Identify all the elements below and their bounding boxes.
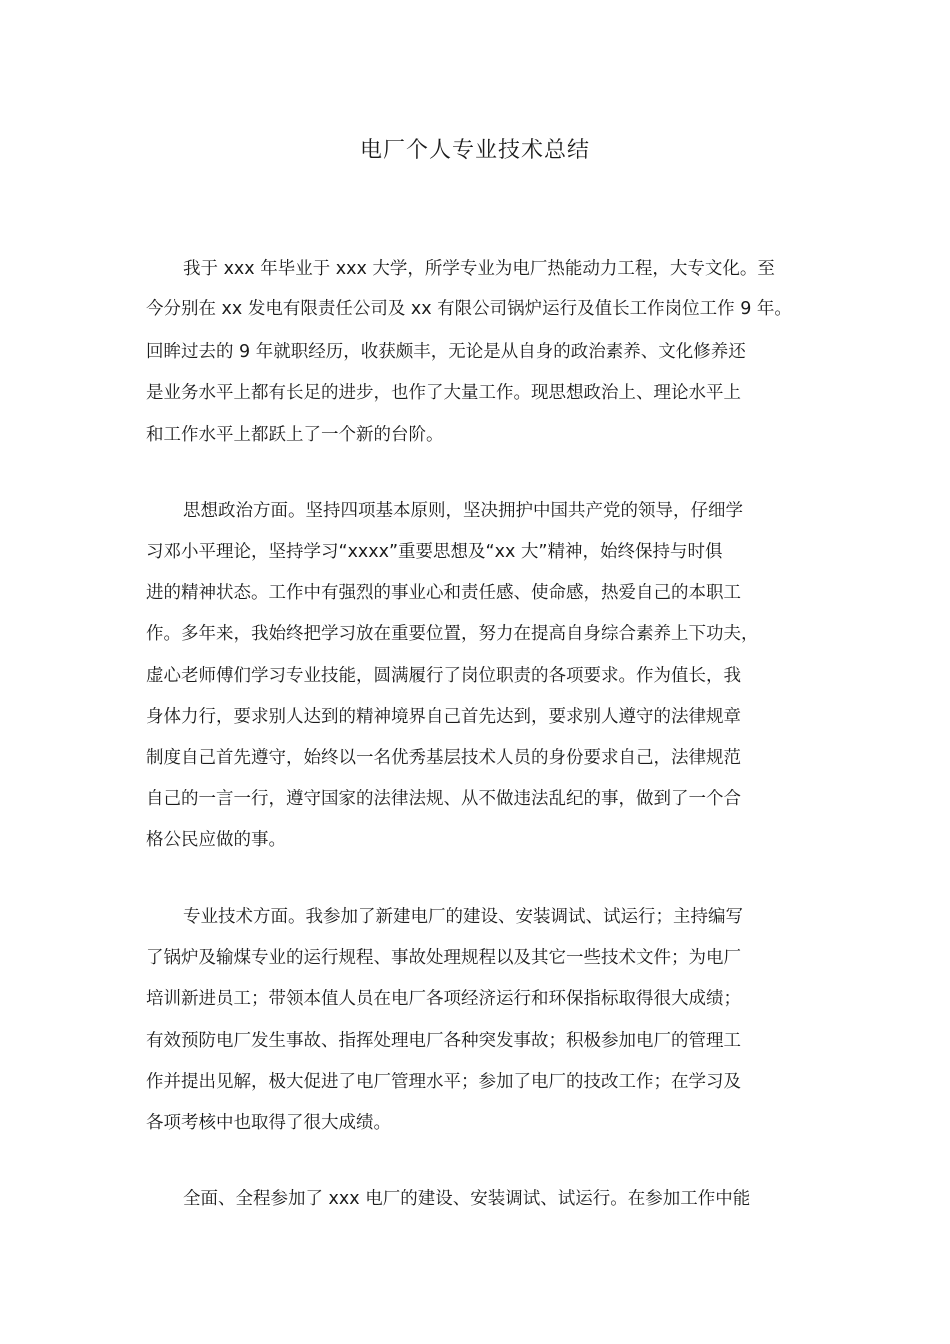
document-title: 电厂个人专业技术总结 [359,138,590,163]
text-line: 制度自己首先遵守，始终以一名优秀基层技术人员的身份要求自己，法律规范 [146,748,741,768]
text-line: 进的精神状态。工作中有强烈的事业心和责任感、使命感，热爱自己的本职工 [146,583,741,603]
text-line: 今分别在 xx 发电有限责任公司及 xx 有限公司锅炉运行及值长工作岗位工作 9 年。 [146,299,792,319]
text-line: 作并提出见解，极大促进了电厂管理水平；参加了电厂的技改工作；在学习及 [146,1072,741,1092]
text-line: 作。多年来，我始终把学习放在重要位置，努力在提高自身综合素养上下功夫， [146,624,759,644]
text-line: 培训新进员工；带领本值人员在电厂各项经济运行和环保指标取得很大成绩； [146,989,741,1009]
text-line: 格公民应做的事。 [146,830,286,850]
text-line: 了锅炉及输煤专业的运行规程、事故处理规程以及其它一些技术文件；为电厂 [146,948,741,968]
text-line: 全面、全程参加了 xxx 电厂的建设、安装调试、试运行。在参加工作中能 [183,1189,751,1209]
text-line: 有效预防电厂发生事故、指挥处理电厂各种突发事故；积极参加电厂的管理工 [146,1031,741,1051]
text-line: 我于 xxx 年毕业于 xxx 大学，所学专业为电厂热能动力工程，大专文化。至 [183,259,775,279]
text-line: 思想政治方面。坚持四项基本原则，坚决拥护中国共产党的领导，仔细学 [183,501,743,521]
text-line: 虚心老师傅们学习专业技能，圆满履行了岗位职责的各项要求。作为值长，我 [146,666,741,686]
text-line: 是业务水平上都有长足的进步，也作了大量工作。现思想政治上、理论水平上 [146,383,741,403]
text-line: 自己的一言一行，遵守国家的法律法规、从不做违法乱纪的事，做到了一个合 [146,789,741,809]
text-line: 专业技术方面。我参加了新建电厂的建设、安装调试、试运行；主持编写 [183,907,743,927]
text-line: 身体力行，要求别人达到的精神境界自己首先达到，要求别人遵守的法律规章 [146,707,741,727]
text-line: 回眸过去的 9 年就职经历，收获颇丰，无论是从自身的政治素养、文化修养还 [146,342,746,362]
text-line: 各项考核中也取得了很大成绩。 [146,1113,391,1133]
text-line: 和工作水平上都跃上了一个新的台阶。 [146,425,444,445]
text-line: 习邓小平理论，坚持学习“xxxx”重要思想及“xx 大”精神，始终保持与时俱 [146,542,723,562]
